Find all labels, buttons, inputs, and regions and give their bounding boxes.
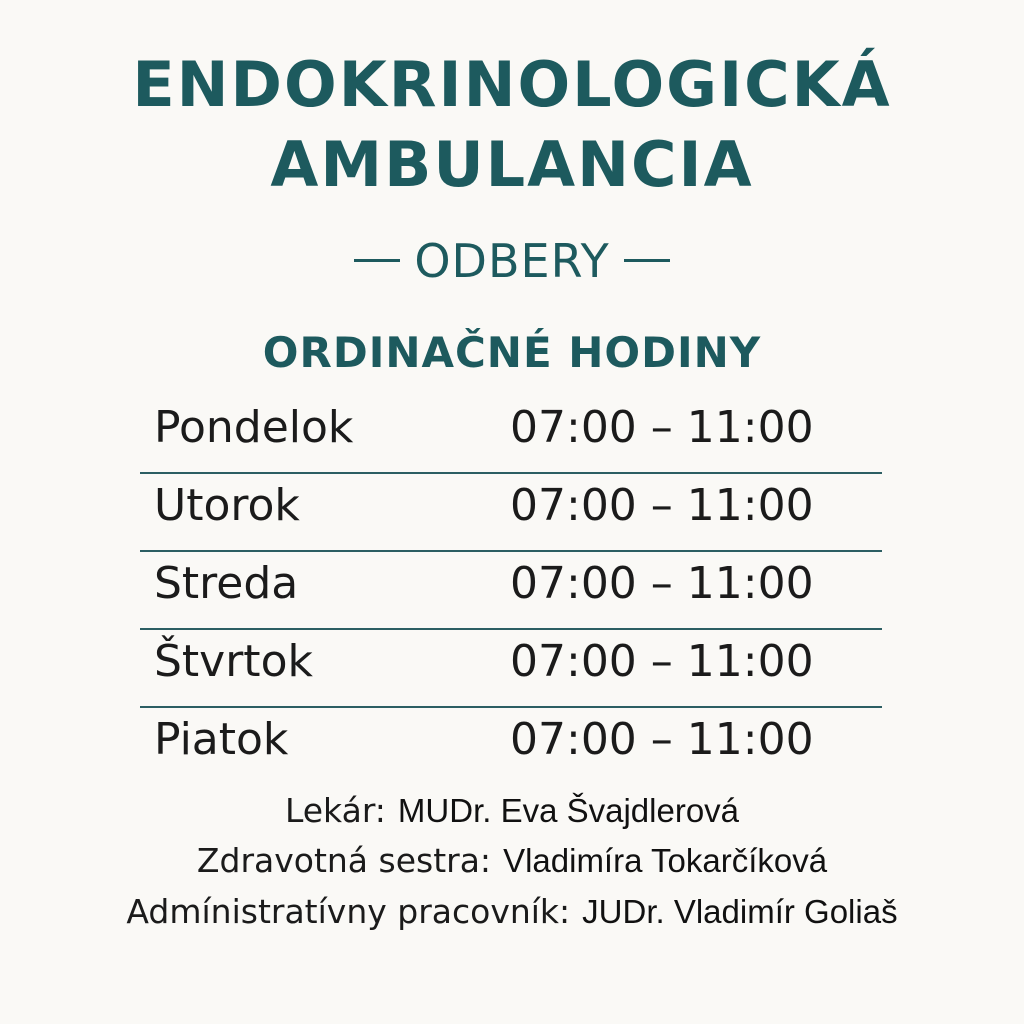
dash-left-decoration — [354, 259, 400, 262]
schedule-row-thursday — [140, 630, 882, 708]
staff-role-label: Lekár: — [284, 791, 386, 830]
staff-role-label: Admínistratívny pracovník: — [126, 892, 571, 931]
schedule-row-wednesday — [140, 552, 882, 630]
subtitle-text: ODBERY — [414, 234, 610, 288]
staff-nurse — [0, 841, 1024, 880]
staff-doctor — [0, 791, 1024, 830]
hours-value: 07:00 – 11:00 — [510, 402, 814, 453]
hours-value: 07:00 – 11:00 — [510, 636, 814, 687]
staff-name: MUDr. Eva Švajdlerová — [397, 792, 740, 829]
staff-role-label: Zdravotná sestra: — [196, 841, 492, 880]
day-label: Štvrtok — [154, 636, 313, 687]
subtitle — [0, 234, 1024, 288]
title-line-1: ENDOKRINOLOGICKÁ — [132, 48, 892, 121]
title-line-2: AMBULANCIA — [270, 128, 754, 201]
schedule-row-tuesday — [140, 474, 882, 552]
schedule-row-friday — [140, 708, 882, 784]
hours-value: 07:00 – 11:00 — [510, 480, 814, 531]
dash-right-decoration — [624, 259, 670, 262]
staff-name: JUDr. Vladimír Goliaš — [582, 893, 898, 930]
schedule-row-monday — [140, 396, 882, 474]
schedule-table — [140, 396, 882, 784]
day-label: Streda — [154, 558, 299, 609]
staff-administrator — [0, 892, 1024, 931]
hours-value: 07:00 – 11:00 — [510, 714, 814, 765]
day-label: Pondelok — [154, 402, 354, 453]
hours-value: 07:00 – 11:00 — [510, 558, 814, 609]
day-label: Utorok — [154, 480, 300, 531]
staff-name: Vladimíra Tokarčíková — [503, 842, 828, 879]
day-label: Piatok — [154, 714, 289, 765]
office-hours-title: ORDINAČNÉ HODINY — [262, 328, 762, 377]
